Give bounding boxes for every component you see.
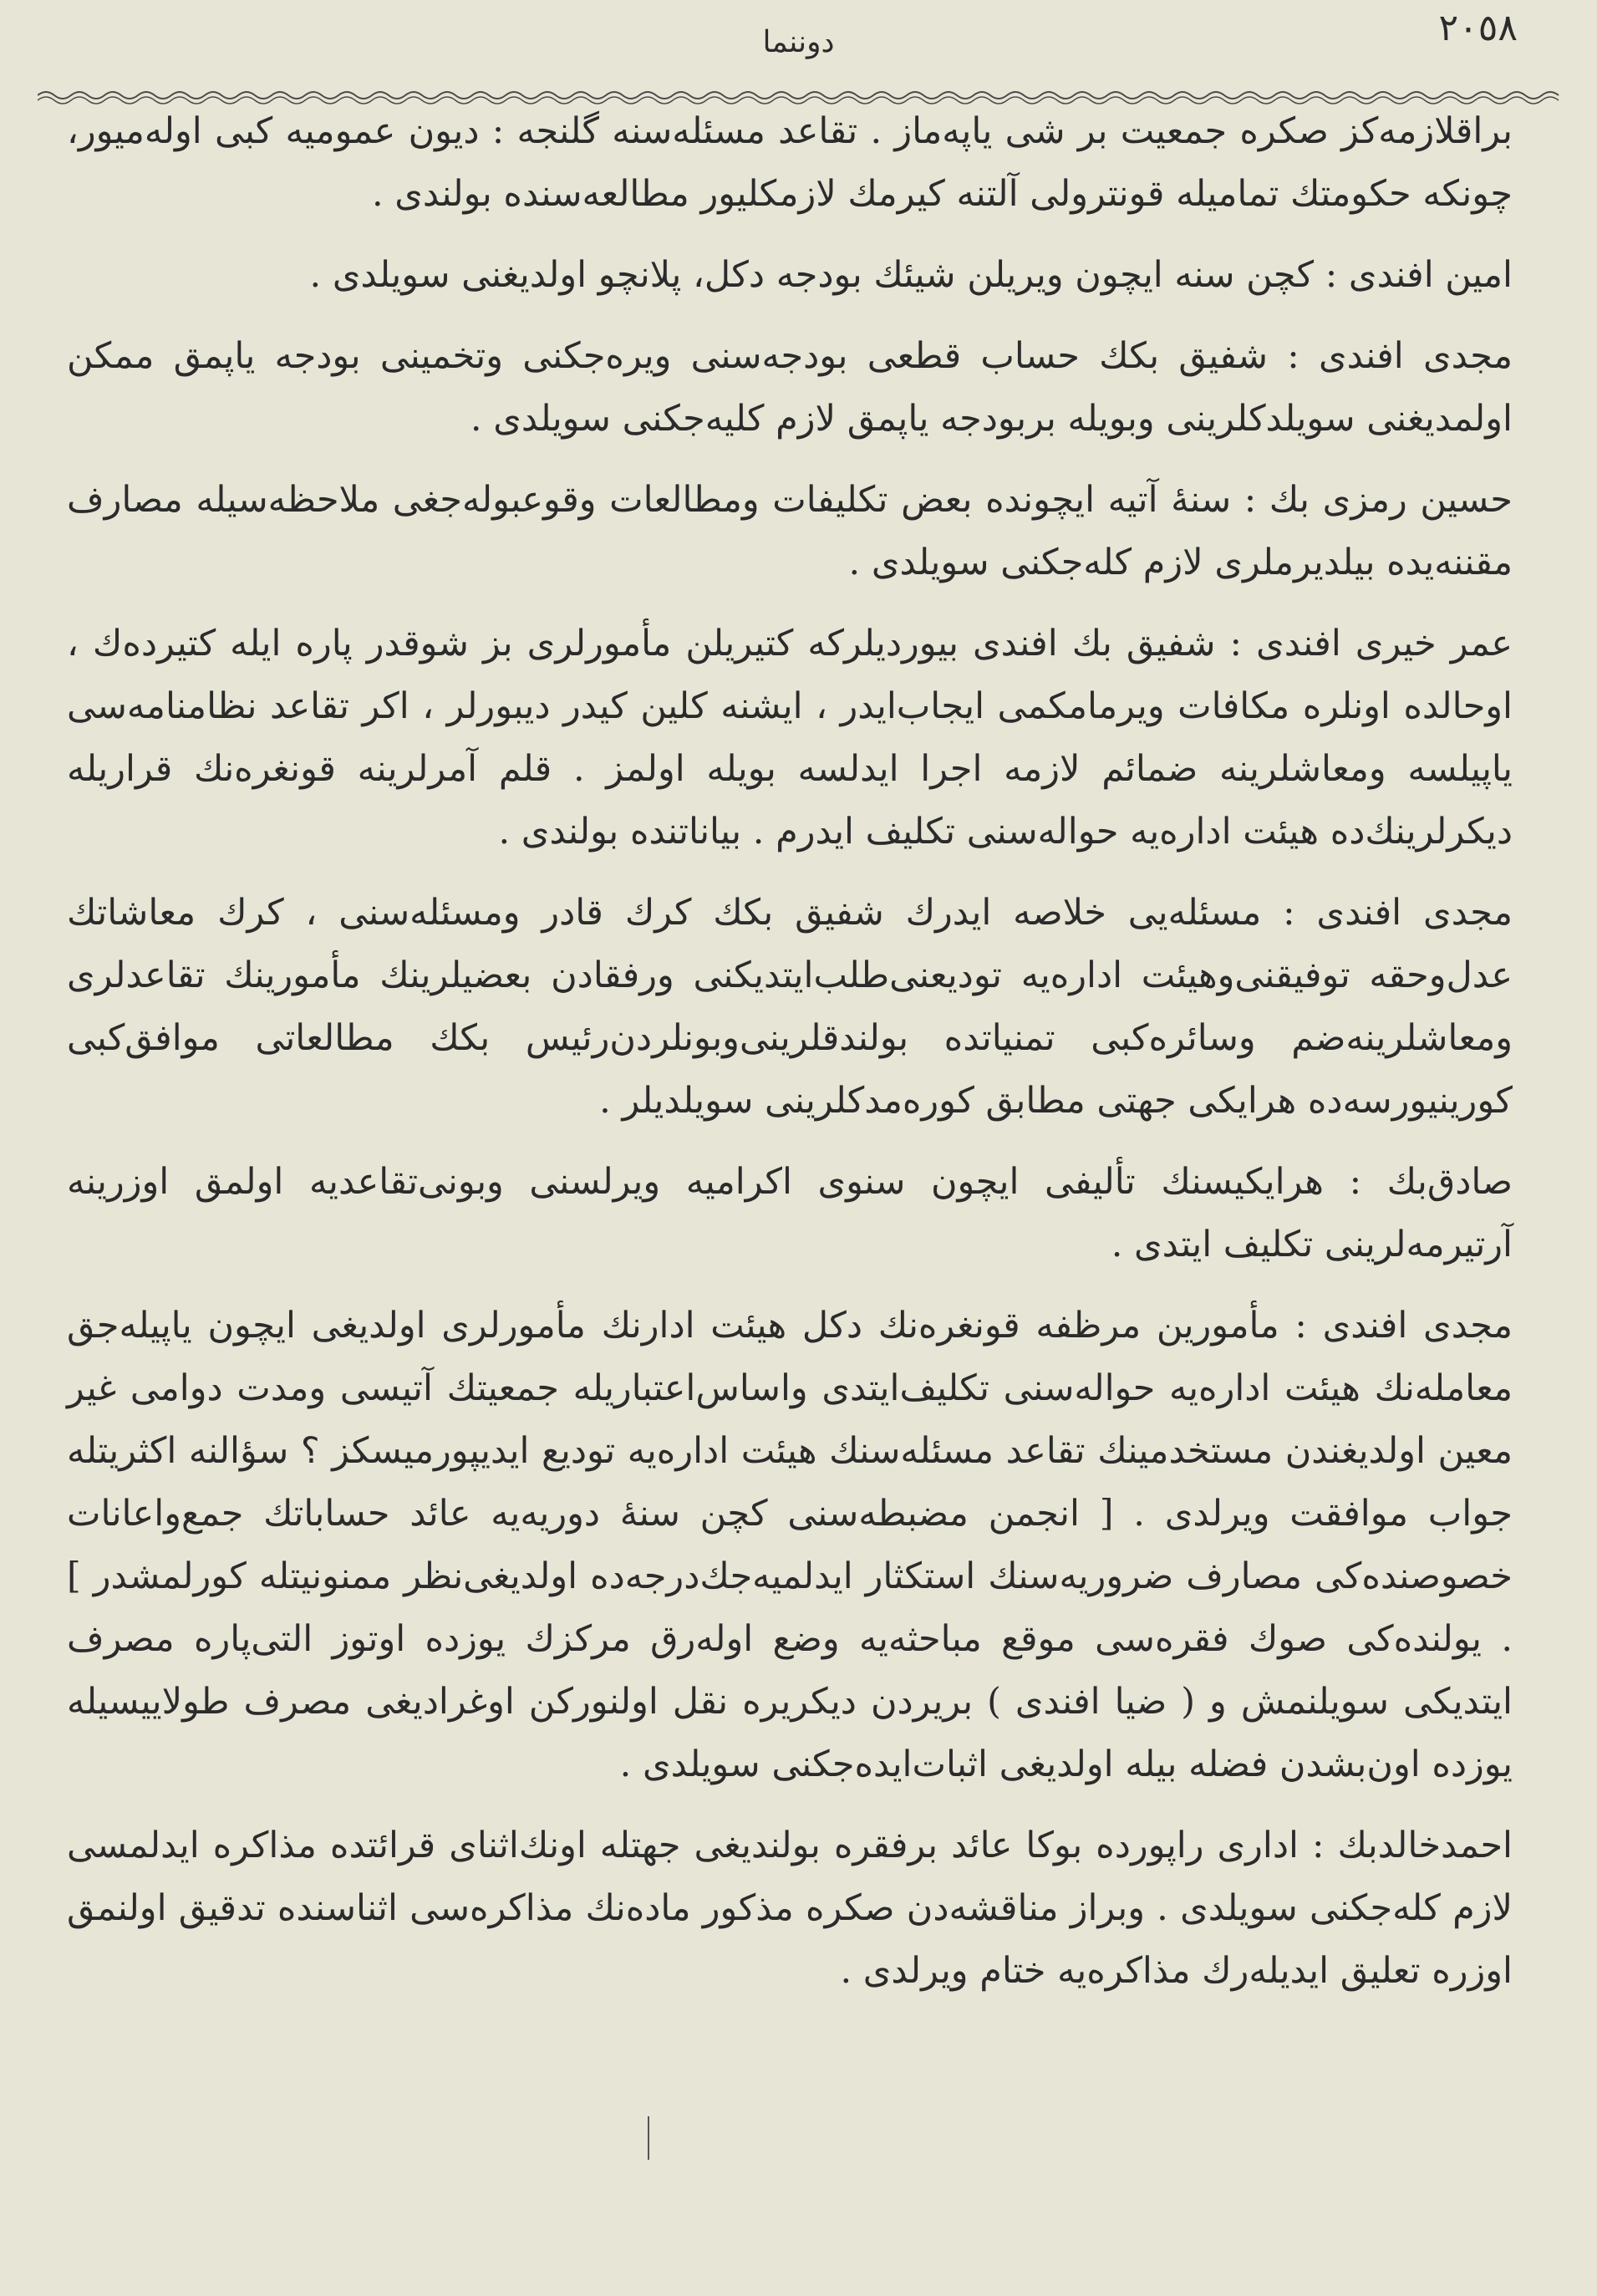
paragraph-3: مجدی افندی : شفیق بکك حساب قطعی بودجه‌سنی ویره‌جکنی وتخمینی بودجه یاپمق ممکن اولمدیغنی سویلدکلرینی وبویله بربودجه یاپمق لازم کلیه‌جکنی سویلدی . <box>67 335 1513 440</box>
margin-mark <box>648 2116 658 2160</box>
paragraph-9: احمدخالدبك : اداری راپورده بوکا عائد برفقره بولندیغی جهتله اونك‌اثنای قرائتده مذاکره ایدلمسی لازم کله‌جکنی سویلدی . وبراز مناقشه‌دن صکره مذکور ماده‌نك مذاکره‌سی اثناسنده تدقیق اولنمق اوزره تعلیق ایدیله‌رك مذاکره‌یه ختام ویرلدی . <box>67 1825 1513 1992</box>
document-body <box>67 100 1513 2021</box>
paragraph-1: براقلازمه‌کز صکره جمعیت بر شی یاپه‌ماز . تقاعد مسئله‌سنه گلنجه : دیون عمومیه کبی اوله‌میور، چونکه حکومتك تماميله قونترولی آلتنه کیرمك لازمکلیور مطالعه‌سنده بولندی . <box>67 110 1513 215</box>
paragraph-2: امین افندی : کچن سنه ایچون ویریلن شیئك بودجه دکل، پلانچو اولدیغنی سویلدی . <box>309 254 1513 296</box>
paragraph-5: عمر خیری افندی : شفیق بك افندی بیوردیلرکه کتیریلن مأمورلری بز شوقدر پاره ایله کتیرده‌ك ، اوحالده اونلره مکافات ویرمامکمی ایجاب‌ایدر ، ایشنه کلین کیدر دیبورلر ، اکر تقاعد نظامنامه‌سی یاپیلسه ومعاشلرینه ضمائم لازمه اجرا ایدلسه بویله اولمز . قلم آمرلرینه قونغره‌نك قراریله دیکرلرینك‌ده هیئت اداره‌یه حواله‌سنی تکلیف ایدرم . بیاناتنده بولندی . <box>67 623 1513 853</box>
paragraph-6: مجدی افندی : مسئله‌یی خلاصه ایدرك شفیق بکك کرك قادر ومسئله‌سنی ، کرك معاشاتك عدل‌وحقه توفیقنی‌وهیئت اداره‌یه تودیعنی‌طلب‌ایتدیکنی ورفقادن بعضیلرینك مأمورینك تقاعدلری ومعاشلرینه‌ضم وسائره‌کبی تمنیاتده بولندقلرینی‌وبونلردن‌رئیس بکك مطالعاتی موافق‌کبی کورینیورسه‌ده هرایکی جهتی مطابق کوره‌مدکلرینی سویلدیلر . <box>67 892 1513 1122</box>
paragraph-4: حسین رمزی بك : سنهٔ آتیه ایچونده بعض تکلیفات ومطالعات وقوعبوله‌جغی ملاحظه‌سیله مصارف مقننه‌یده بیلدیرملری لازم کله‌جکنی سویلدی . <box>67 479 1513 583</box>
paragraph-8: مجدی افندی : مأمورین مرظفه قونغره‌نك دکل هیئت ادارنك مأمورلری اولدیغی ایچون یاپیله‌جق معامله‌نك هیئت اداره‌یه حواله‌سنی تکلیف‌ایتدی واساس‌اعتباریله جمعیتك آتیسی ومدت دوامی غیر معین اولدیغندن مستخدمینك تقاعد مسئله‌سنك هیئت اداره‌یه تودیع ایدیپورمیسکز ؟ سؤالنه اکثریتله جواب موافقت ویرلدی . [ انجمن مضبطه‌سنی کچن سنهٔ دوریه‌یه عائد حساباتك جمع‌واعانات خصوصنده‌کی مصارف ضروریه‌سنك استکثار ایدلمیه‌جك‌درجه‌ده اولدیغی‌نظر ممنونیتله کورلمشدر ] . یولنده‌کی صوك فقره‌سی موقع مباحثه‌یه وضع اوله‌رق مرکزك یوزده اوتوز التی‌پاره مصرف ایتدیکی سویلنمش و ( ضیا افندی ) بریردن دیکریره نقل اولنورکن اوغرادیغی مصرف طولاییسیله یوزده اون‌بشدن فضله بیله اولدیغی اثبات‌ایده‌جکنی سویلدی . <box>67 1305 1513 1785</box>
paragraph-7: صادق‌بك : هرایکیسنك تألیفی ایچون سنوی اکرامیه ویرلسنی وبونی‌تقاعدیه اولمق اوزرینه آرتیرمه‌لرینی تکلیف ایتدی . <box>67 1161 1513 1265</box>
page-number: ٢٠٥٨ <box>1438 7 1518 49</box>
running-title: دوننما <box>762 25 835 59</box>
